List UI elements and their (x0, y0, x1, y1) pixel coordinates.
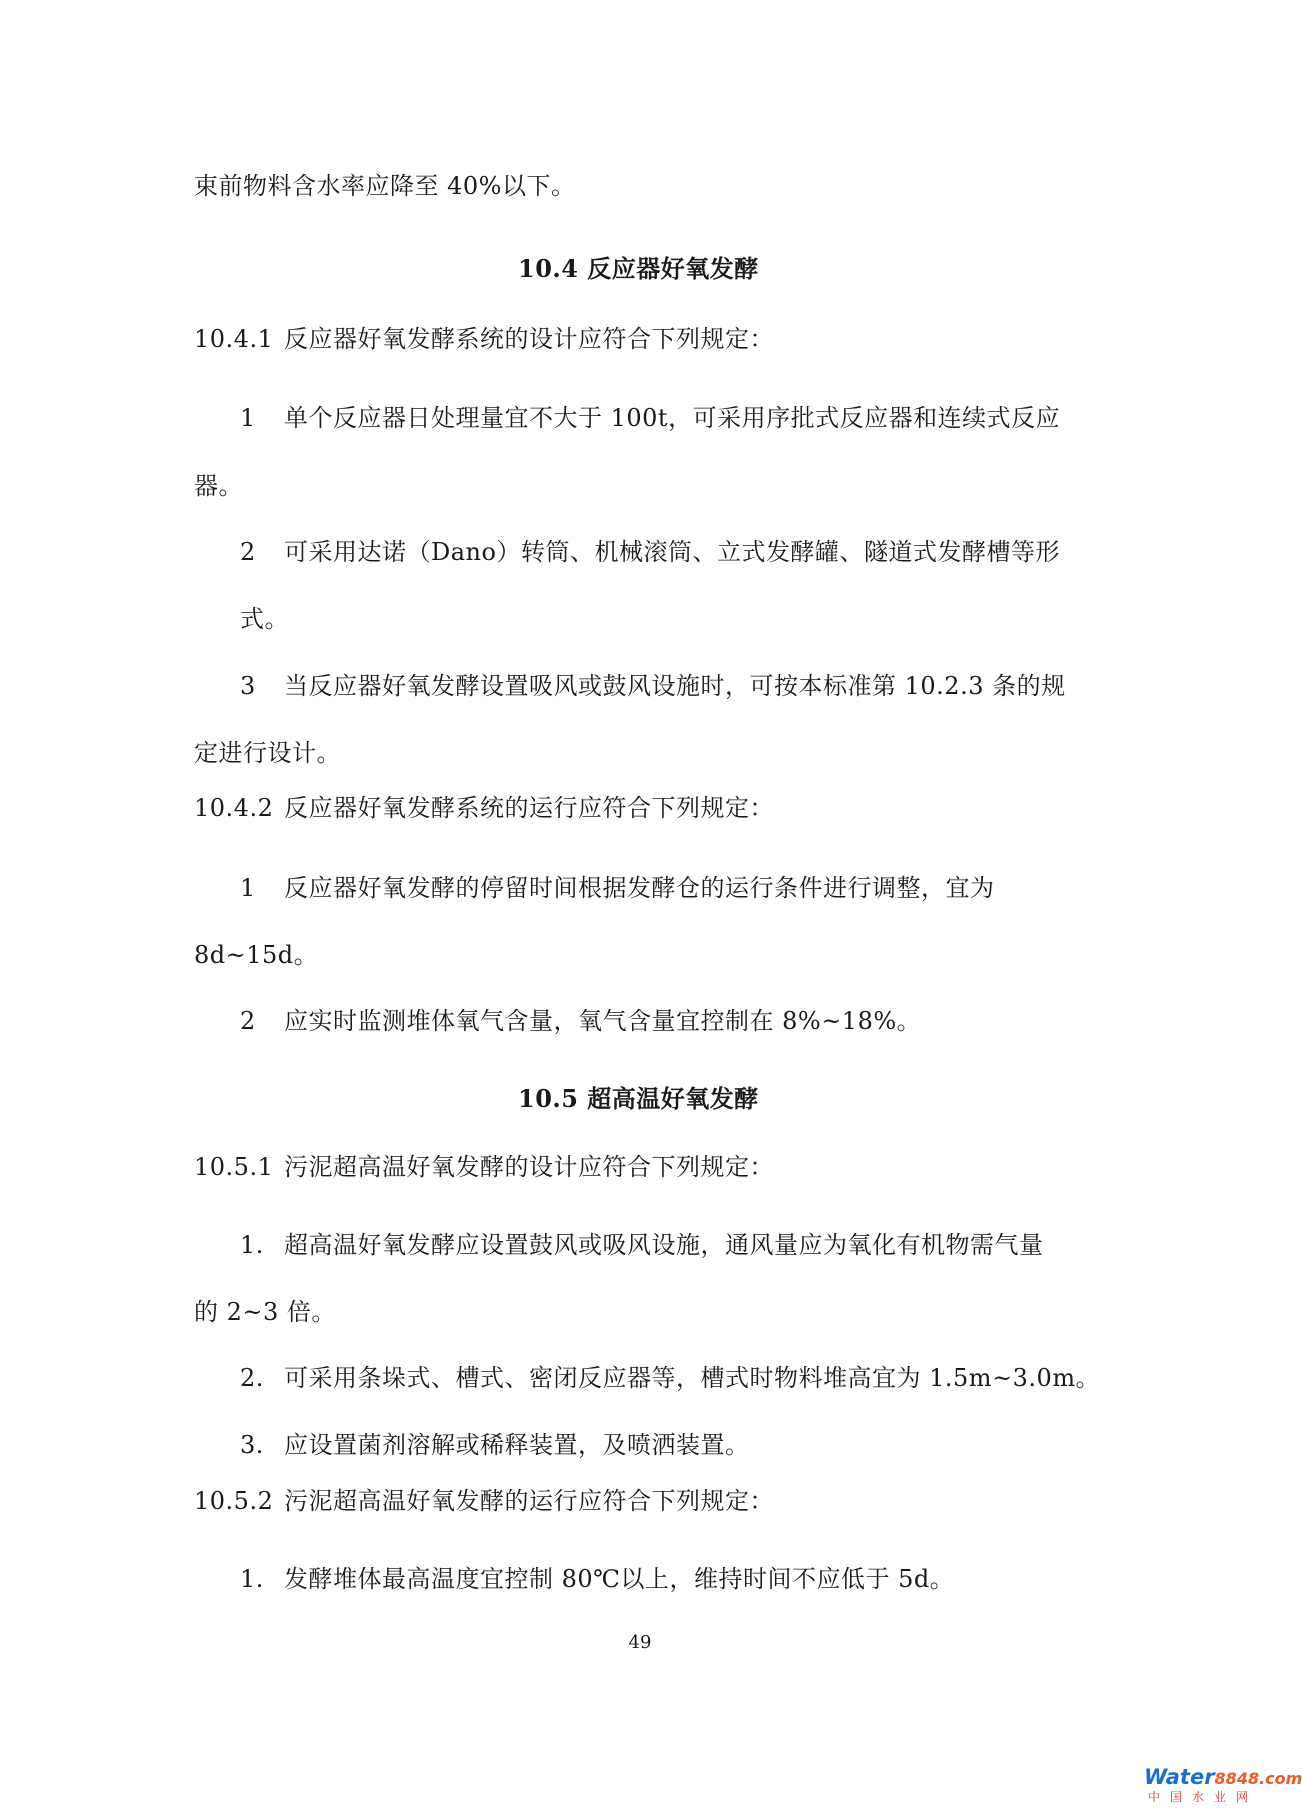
section-heading-10-4: 10.4 反应器好氧发酵 (518, 254, 759, 283)
clause-10-4-2-text: 反应器好氧发酵系统的运行应符合下列规定： (284, 794, 774, 822)
watermark-logo (1144, 1765, 1302, 1806)
section-heading-10-5: 10.5 超高温好氧发酵 (518, 1084, 759, 1113)
item-text: 可采用条垛式、槽式、密闭反应器等，槽式时物料堆高宜为 1.5m~3.0m。 (284, 1364, 1101, 1392)
paragraph-continuation: 束前物料含水率应降至 40%以下。 (194, 172, 576, 200)
item-number: 3 (240, 672, 256, 700)
watermark-suffix: .com (1259, 1769, 1302, 1788)
item-continuation: 8d~15d。 (194, 941, 319, 969)
item-text: 反应器好氧发酵的停留时间根据发酵仓的运行条件进行调整，宜为 (284, 874, 995, 902)
clause-10-4-1-number: 10.4.1 (194, 325, 274, 353)
item-text: 应实时监测堆体氧气含量，氧气含量宜控制在 8%~18%。 (284, 1007, 922, 1035)
clause-10-5-2-number: 10.5.2 (194, 1487, 274, 1515)
page-number: 49 (628, 1632, 652, 1653)
item-text: 单个反应器日处理量宜不大于 100t，可采用序批式反应器和连续式反应 (284, 404, 1061, 432)
clause-10-4-1-text: 反应器好氧发酵系统的设计应符合下列规定： (284, 325, 774, 353)
watermark-brand: Water (1144, 1765, 1215, 1789)
item-continuation: 式。 (240, 605, 289, 633)
item-number: 1 (240, 404, 256, 432)
item-number: 2 (240, 538, 256, 566)
item-text: 当反应器好氧发酵设置吸风或鼓风设施时，可按本标准第 10.2.3 条的规 (284, 672, 1066, 700)
clause-10-4-2-number: 10.4.2 (194, 794, 274, 822)
item-number: 3. (240, 1431, 264, 1459)
item-continuation: 器。 (194, 472, 243, 500)
clause-10-5-2-text: 污泥超高温好氧发酵的运行应符合下列规定： (284, 1487, 774, 1515)
item-text: 超高温好氧发酵应设置鼓风或吸风设施，通风量应为氧化有机物需气量 (284, 1231, 1044, 1259)
item-text: 发酵堆体最高温度宜控制 80℃以上，维持时间不应低于 5d。 (284, 1565, 955, 1593)
item-continuation: 定进行设计。 (194, 739, 341, 767)
item-number: 1 (240, 874, 256, 902)
clause-10-5-1-text: 污泥超高温好氧发酵的设计应符合下列规定： (284, 1153, 774, 1181)
item-continuation: 的 2~3 倍。 (194, 1298, 336, 1326)
item-number: 2 (240, 1007, 256, 1035)
clause-10-5-1-number: 10.5.1 (194, 1153, 274, 1181)
item-text: 可采用达诺（Dano）转筒、机械滚筒、立式发酵罐、隧道式发酵槽等形 (284, 538, 1060, 566)
item-text: 应设置菌剂溶解或稀释装置，及喷洒装置。 (284, 1431, 750, 1459)
item-number: 1. (240, 1231, 264, 1259)
watermark-cn-name: 中国水业网 (1148, 1790, 1259, 1804)
item-number: 2. (240, 1364, 264, 1392)
watermark-digits: 8848 (1214, 1769, 1260, 1788)
item-number: 1. (240, 1565, 264, 1593)
